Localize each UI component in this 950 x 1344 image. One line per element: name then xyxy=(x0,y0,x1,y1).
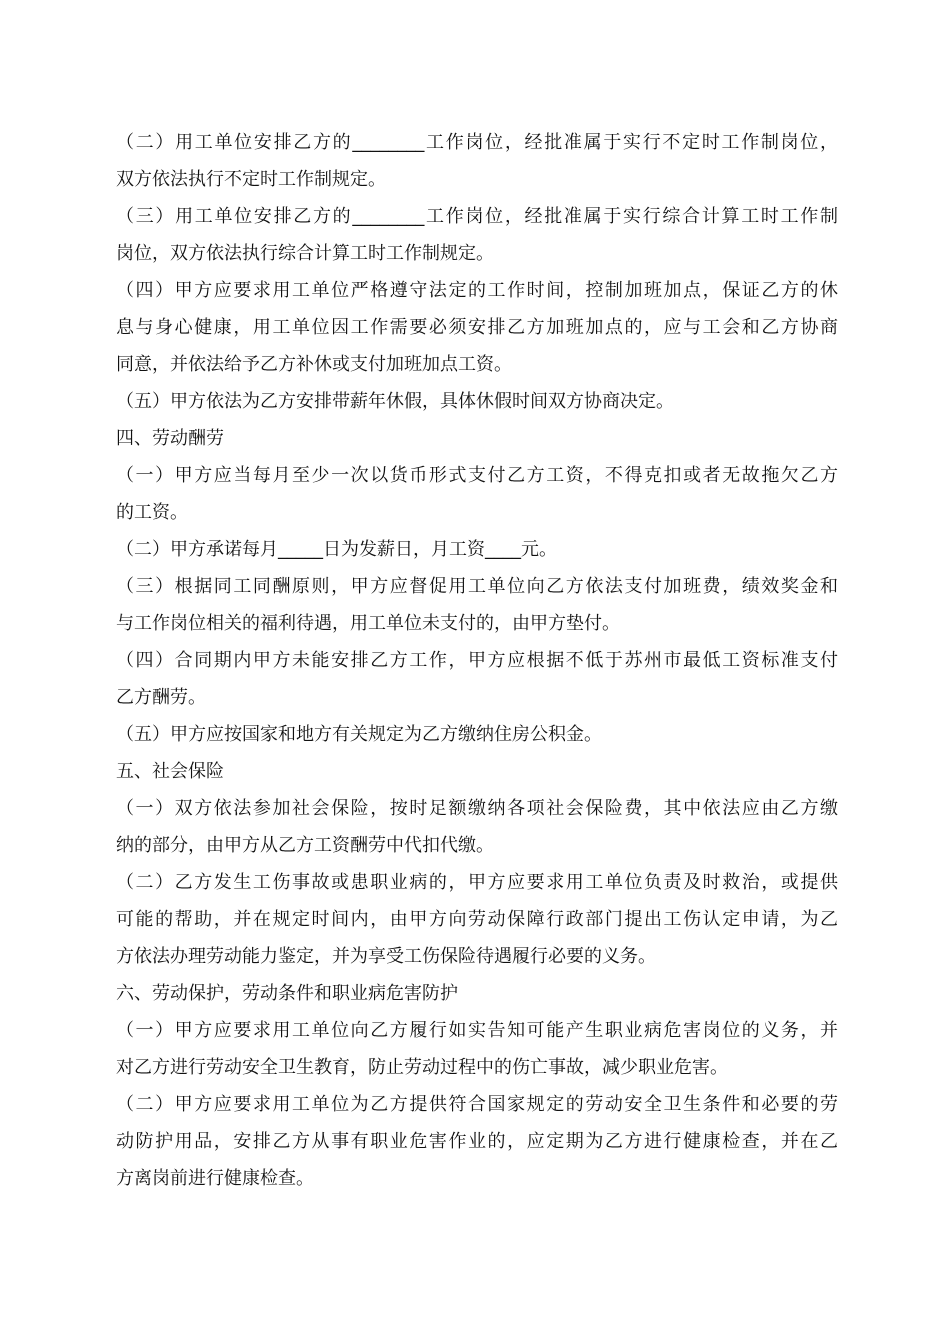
clause-paragraph xyxy=(116,1012,838,1086)
text-line: 同意，并依法给予乙方补休或支付加班加点工资。 xyxy=(116,354,512,375)
text-line: （二）用工单位安排乙方的________工作岗位，经批准属于实行不定时工作制岗位， xyxy=(116,132,838,153)
text-line: 双方依法执行不定时工作制规定。 xyxy=(116,169,386,190)
document-body xyxy=(116,124,838,1197)
clause-paragraph xyxy=(116,864,838,975)
clause-paragraph xyxy=(116,716,838,753)
clause-paragraph xyxy=(116,383,838,420)
text-line: （二）乙方发生工伤事故或患职业病的，甲方应要求用工单位负责及时救治，或提供 xyxy=(116,872,838,893)
section-heading xyxy=(116,975,838,1012)
text-line: 方离岗前进行健康检查。 xyxy=(116,1168,314,1189)
text-line: 乙方酬劳。 xyxy=(116,687,206,708)
text-line: （四）甲方应要求用工单位严格遵守法定的工作时间，控制加班加点，保证乙方的休 xyxy=(116,280,838,301)
text-line: 对乙方进行劳动安全卫生教育，防止劳动过程中的伤亡事故，减少职业危害。 xyxy=(116,1057,728,1078)
text-line: （一）双方依法参加社会保险，按时足额缴纳各项社会保险费，其中依法应由乙方缴 xyxy=(116,798,838,819)
text-line: 息与身心健康，用工单位因工作需要必须安排乙方加班加点的，应与工会和乙方协商 xyxy=(116,317,838,338)
clause-paragraph xyxy=(116,790,838,864)
text-line: 岗位，双方依法执行综合计算工时工作制规定。 xyxy=(116,243,494,264)
text-line: 与工作岗位相关的福利待遇，用工单位未支付的，由甲方垫付。 xyxy=(116,613,620,634)
text-line: 六、劳动保护，劳动条件和职业病危害防护 xyxy=(116,983,458,1004)
text-line: 可能的帮助，并在规定时间内，由甲方向劳动保障行政部门提出工伤认定申请，为乙 xyxy=(116,909,838,930)
text-line: （四）合同期内甲方未能安排乙方工作，甲方应根据不低于苏州市最低工资标准支付 xyxy=(116,650,838,671)
clause-paragraph xyxy=(116,1086,838,1197)
text-line: 纳的部分，由甲方从乙方工资酬劳中代扣代缴。 xyxy=(116,835,494,856)
text-line: （一）甲方应当每月至少一次以货币形式支付乙方工资，不得克扣或者无故拖欠乙方 xyxy=(116,465,838,486)
clause-paragraph xyxy=(116,272,838,383)
clause-paragraph xyxy=(116,531,838,568)
text-line: （三）根据同工同酬原则，甲方应督促用工单位向乙方依法支付加班费，绩效奖金和 xyxy=(116,576,838,597)
section-heading xyxy=(116,420,838,457)
text-line: 五、社会保险 xyxy=(116,761,224,782)
clause-paragraph xyxy=(116,198,838,272)
text-line: 的工资。 xyxy=(116,502,188,523)
text-line: （一）甲方应要求用工单位向乙方履行如实告知可能产生职业病危害岗位的义务，并 xyxy=(116,1020,838,1041)
clause-paragraph xyxy=(116,568,838,642)
section-heading xyxy=(116,753,838,790)
text-line: （三）用工单位安排乙方的________工作岗位，经批准属于实行综合计算工时工作制 xyxy=(116,206,838,227)
text-line: （五）甲方应按国家和地方有关规定为乙方缴纳住房公积金。 xyxy=(116,724,602,745)
text-line: 动防护用品，安排乙方从事有职业危害作业的，应定期为乙方进行健康检查，并在乙 xyxy=(116,1131,838,1152)
clause-paragraph xyxy=(116,124,838,198)
clause-paragraph xyxy=(116,457,838,531)
clause-paragraph xyxy=(116,642,838,716)
text-line: 四、劳动酬劳 xyxy=(116,428,224,449)
text-line: （五）甲方依法为乙方安排带薪年休假，具体休假时间双方协商决定。 xyxy=(116,391,674,412)
text-line: 方依法办理劳动能力鉴定，并为享受工伤保险待遇履行必要的义务。 xyxy=(116,946,656,967)
text-line: （二）甲方承诺每月_____日为发薪日，月工资____元。 xyxy=(116,539,557,560)
text-line: （二）甲方应要求用工单位为乙方提供符合国家规定的劳动安全卫生条件和必要的劳 xyxy=(116,1094,838,1115)
